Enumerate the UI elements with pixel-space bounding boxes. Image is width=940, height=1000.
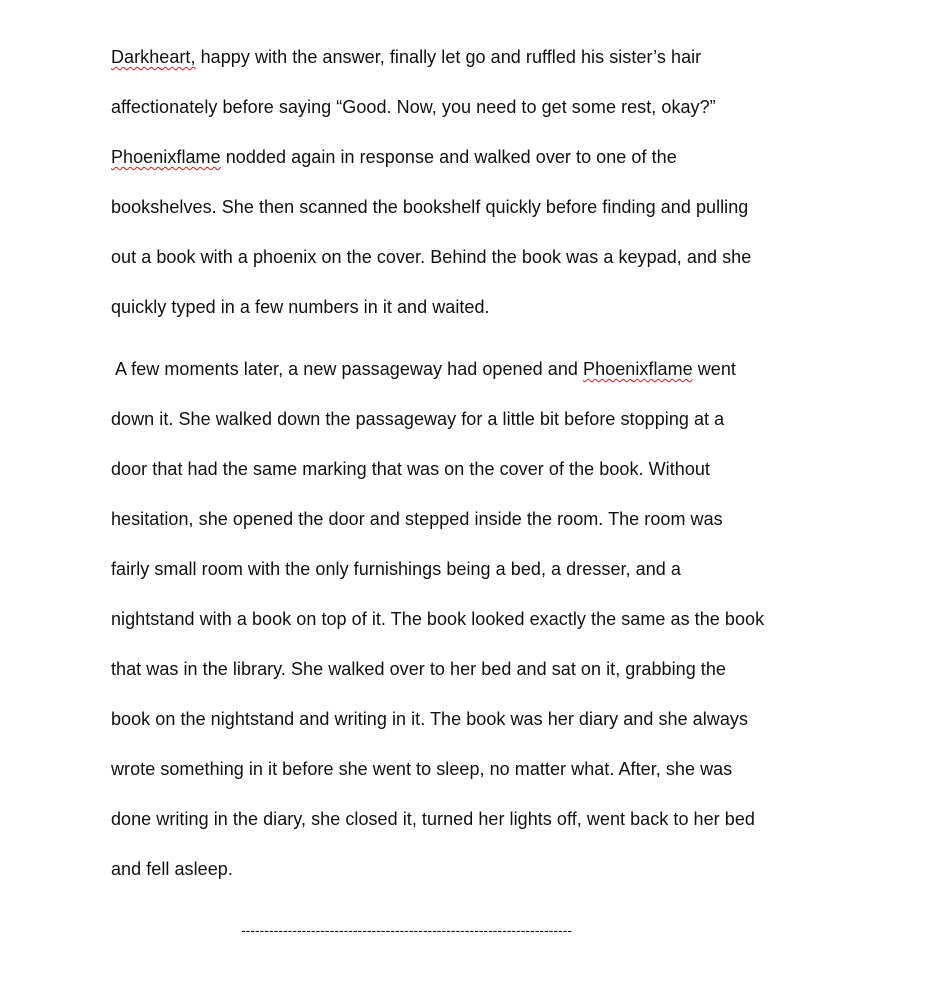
text-line: door that had the same marking that was on the cover of the book. Without	[111, 459, 710, 479]
text-line: out a book with a phoenix on the cover. Behind the book was a keypad, and she	[111, 247, 752, 267]
text-line: nightstand with a book on top of it. The book looked exactly the same as the book	[111, 609, 765, 629]
text-line: quickly typed in a few numbers in it and waited.	[111, 297, 490, 317]
text-line	[111, 358, 736, 380]
text-line: wrote something in it before she went to sleep, no matter what. After, she was	[111, 759, 733, 779]
text-segment: A few moments later, a new passageway had opened and	[111, 359, 584, 379]
text-line	[111, 146, 677, 168]
text-line	[111, 46, 701, 68]
scene-separator: -----------------------------------------------------------------------	[241, 922, 573, 938]
misspelled-word: Phoenixflame	[583, 359, 693, 379]
text-line: affectionately before saying “Good. Now, you need to get some rest, okay?”	[111, 97, 716, 117]
text-line: done writing in the diary, she closed it, turned her lights off, went back to her bed	[111, 809, 755, 829]
text-segment: nodded again in response and walked over to one of the	[220, 147, 677, 167]
misspelled-word: Darkheart,	[111, 47, 196, 67]
misspelled-word: Phoenixflame	[111, 147, 221, 167]
text-segment: happy with the answer, finally let go and ruffled his sister’s hair	[195, 47, 702, 67]
text-line: and fell asleep.	[111, 859, 233, 879]
text-segment: went	[692, 359, 736, 379]
text-line: bookshelves. She then scanned the bookshelf quickly before finding and pulling	[111, 197, 749, 217]
text-line: down it. She walked down the passageway for a little bit before stopping at a	[111, 409, 725, 429]
text-line: that was in the library. She walked over to her bed and sat on it, grabbing the	[111, 659, 726, 679]
text-line: book on the nightstand and writing in it. The book was her diary and she always	[111, 709, 748, 729]
text-line: fairly small room with the only furnishings being a bed, a dresser, and a	[111, 559, 681, 579]
text-line: hesitation, she opened the door and stepped inside the room. The room was	[111, 509, 723, 529]
